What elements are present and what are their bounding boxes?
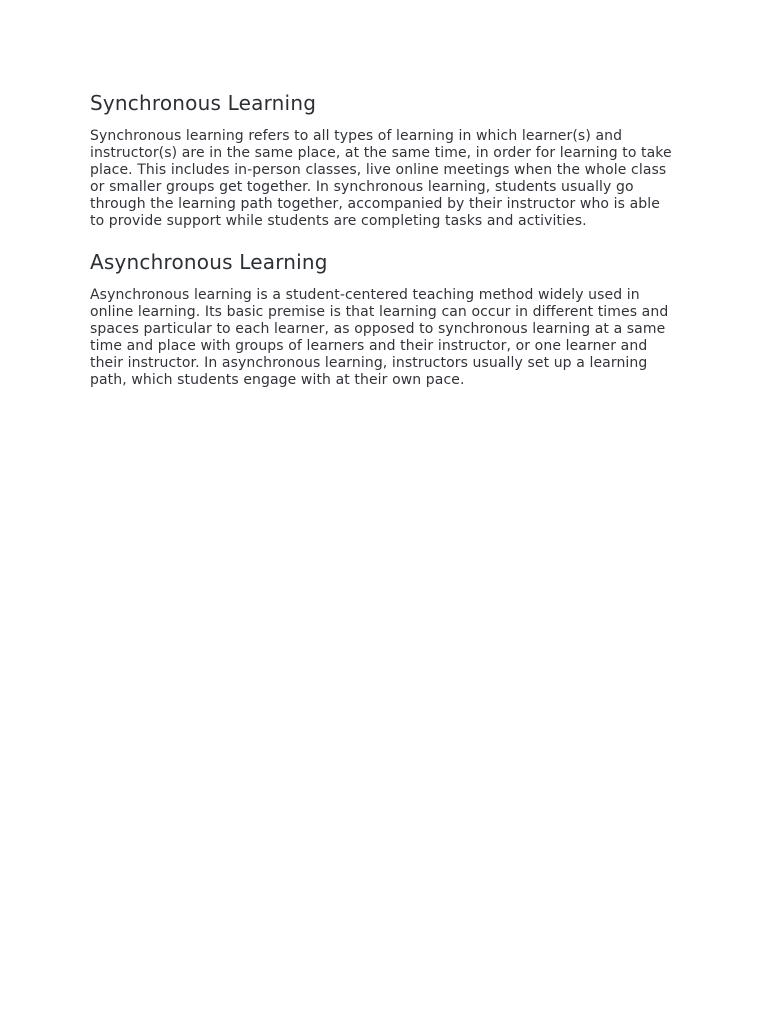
- section-paragraph: Synchronous learning refers to all types of learning in which learner(s) and instructor(s) are in the same place, at the same time, in order for learning to take place. This includes in-person classes, live online meetings when the whole class or smaller groups get together. In synchronous learning, students usually go through the learning path together, accompanied by their instructor who is able to provide support while students are completing tasks and activities.: [90, 128, 672, 229]
- document-content: [90, 90, 678, 409]
- section-asynchronous-learning: [90, 249, 678, 388]
- section-synchronous-learning: [90, 90, 678, 229]
- section-heading: Asynchronous Learning: [90, 250, 328, 275]
- section-heading: Synchronous Learning: [90, 91, 317, 115]
- section-paragraph: Asynchronous learning is a student-centered teaching method widely used in online learning. Its basic premise is that learning can occur in different times and spaces particular to each learner, as opposed to synchronous learning at a same time and place with groups of learners and their instructor, or one learner and their instructor. In asynchronous learning, instructors usually set up a learning path, which students engage with at their own pace.: [90, 287, 669, 388]
